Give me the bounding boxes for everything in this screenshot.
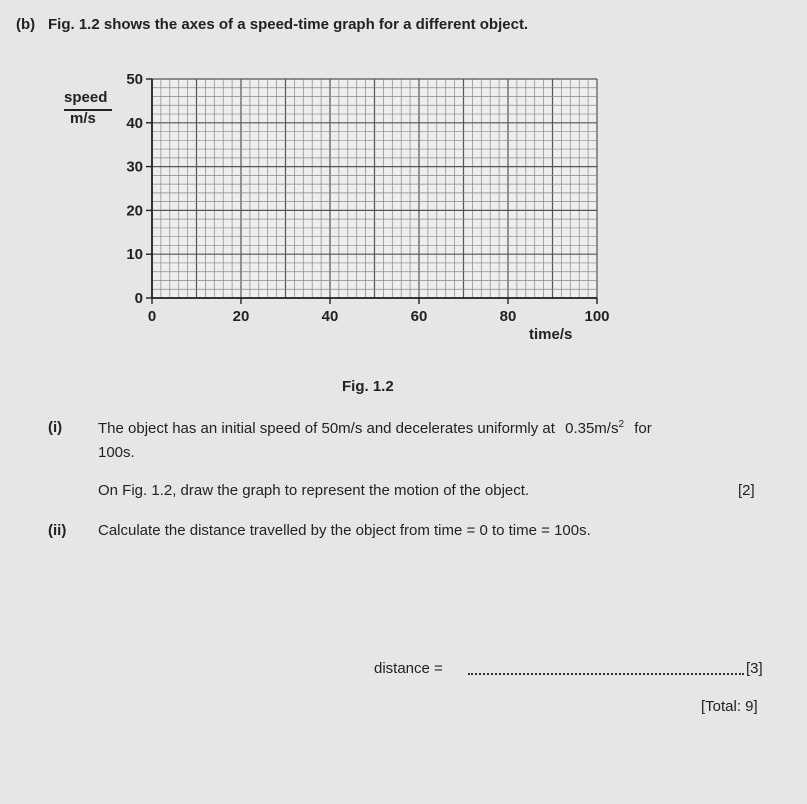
part-i-question-line2: 100s.	[98, 444, 135, 461]
x-tick-label: 0	[147, 308, 157, 325]
y-tick-label: 30	[126, 158, 143, 176]
part-i-marks: [2]	[738, 482, 755, 499]
part-i-text-a: The object has an initial speed of 50m/s and decelerates uniformly at	[98, 420, 555, 437]
distance-answer-label: distance =	[374, 660, 443, 677]
distance-answer-line[interactable]	[468, 673, 744, 675]
x-tick-label: 80	[499, 308, 517, 325]
part-i-text-b: for	[634, 420, 652, 437]
x-tick-label: 40	[321, 308, 339, 325]
x-axis-label: time/s	[529, 326, 573, 343]
total-marks: [Total: 9]	[701, 698, 758, 715]
part-i-label: (i)	[48, 419, 63, 436]
part-i-question-line1	[98, 419, 652, 437]
y-axis-label-bottom: m/s	[70, 110, 96, 127]
part-i-accel-exponent: 2	[618, 419, 625, 430]
x-tick-label: 60	[410, 308, 428, 325]
part-ii-question: Calculate the distance travelled by the object from time = 0 to time = 100s.	[98, 522, 591, 539]
part-i-accel-value: 0.35m/s	[565, 420, 619, 437]
y-axis-label-top: speed	[64, 89, 108, 106]
y-tick-label: 50	[126, 71, 143, 88]
x-tick-label: 100	[584, 308, 610, 325]
part-b-label: (b)	[16, 16, 36, 33]
part-i-instruction: On Fig. 1.2, draw the graph to represent the motion of the object.	[98, 482, 530, 499]
part-ii-marks: [3]	[746, 660, 763, 677]
y-tick-label: 0	[134, 290, 143, 307]
x-tick-label: 20	[232, 308, 250, 325]
part-ii-label: (ii)	[48, 522, 67, 539]
y-tick-label: 40	[126, 114, 143, 132]
part-b-intro: Fig. 1.2 shows the axes of a speed-time graph for a different object.	[48, 16, 529, 33]
y-tick-label: 20	[126, 202, 143, 220]
figure-caption: Fig. 1.2	[342, 378, 394, 395]
y-tick-label: 10	[126, 246, 143, 264]
